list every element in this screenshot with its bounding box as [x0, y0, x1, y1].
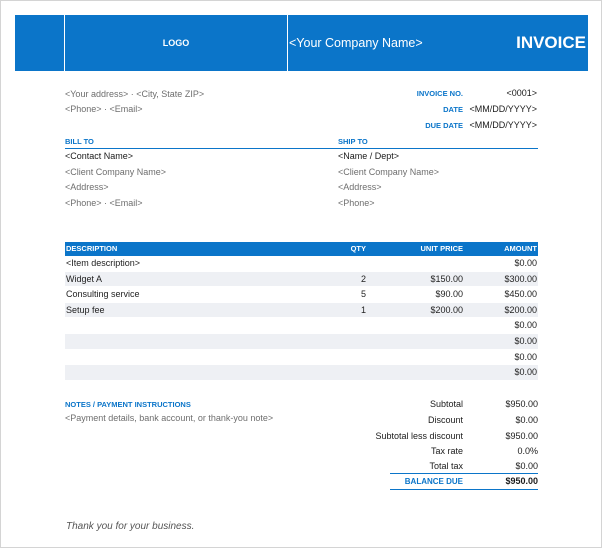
table-row — [65, 303, 538, 319]
company-name: <Your Company Name> — [289, 36, 423, 50]
header-qty: QTY — [350, 244, 366, 253]
balance-top-rule — [390, 473, 538, 474]
table-row — [65, 287, 538, 303]
discount-value: $0.00 — [515, 415, 538, 425]
header-unit-price: UNIT PRICE — [420, 244, 463, 253]
row-description: Widget A — [66, 273, 103, 284]
table-row — [65, 318, 538, 334]
notes-text: <Payment details, bank account, or thank-you note> — [65, 413, 274, 423]
row-qty: 5 — [360, 289, 366, 300]
row-qty: 1 — [360, 304, 366, 315]
invoice-title: INVOICE — [516, 33, 586, 52]
sender-address: <Your address> · <City, State ZIP> — [65, 89, 205, 99]
row-amount: $200.00 — [504, 304, 537, 315]
ship-to-phone: <Phone> — [338, 198, 375, 208]
tax-rate-label: Tax rate — [430, 446, 463, 456]
balance-due-value: $950.00 — [505, 476, 538, 486]
balance-due-label: BALANCE DUE — [404, 477, 463, 486]
row-unit-price: $150.00 — [430, 273, 463, 284]
due-date-label: DUE DATE — [425, 121, 463, 130]
bill-to-heading: BILL TO — [65, 137, 94, 146]
row-amount: $300.00 — [504, 273, 537, 284]
bill-to-address: <Address> — [65, 182, 109, 192]
table-row — [65, 272, 538, 288]
row-amount: $0.00 — [514, 351, 537, 362]
row-description: Setup fee — [66, 304, 105, 315]
row-amount: $0.00 — [514, 258, 537, 268]
table-row — [65, 350, 538, 366]
header-description: DESCRIPTION — [66, 244, 118, 253]
due-date-value: <MM/DD/YYYY> — [469, 120, 537, 130]
row-description: Consulting service — [66, 289, 140, 300]
discount-label: Discount — [427, 415, 463, 425]
date-label: DATE — [443, 105, 463, 114]
row-unit-price: $200.00 — [430, 304, 463, 315]
bill-to-contact: <Contact Name> — [65, 151, 134, 161]
subtotal-less-discount-label: Subtotal less discount — [375, 431, 463, 441]
subtotal-value: $950.00 — [505, 399, 538, 409]
ship-to-heading: SHIP TO — [338, 137, 368, 146]
invoice-number-label: INVOICE NO. — [416, 89, 463, 98]
ship-to-company: <Client Company Name> — [338, 167, 440, 177]
table-row — [65, 365, 538, 381]
invoice-header-bar — [15, 15, 588, 71]
table-row — [65, 334, 538, 350]
subtotal-label: Subtotal — [429, 399, 463, 409]
sender-contact: <Phone> · <Email> — [65, 104, 143, 114]
table-row — [65, 256, 538, 272]
row-amount: $450.00 — [504, 289, 537, 300]
bill-to-company: <Client Company Name> — [65, 167, 167, 177]
total-tax-label: Total tax — [429, 461, 463, 471]
invoice-number-value: <0001> — [506, 88, 537, 98]
row-unit-price: $90.00 — [435, 289, 463, 300]
row-qty: 2 — [360, 273, 366, 284]
ship-to-name: <Name / Dept> — [338, 151, 400, 161]
ship-to-address: <Address> — [338, 182, 382, 192]
total-tax-value: $0.00 — [515, 461, 538, 471]
row-amount: $0.00 — [514, 320, 537, 331]
header-amount: AMOUNT — [504, 244, 537, 253]
line-items-table — [65, 242, 538, 381]
bill-to-phone-email: <Phone> · <Email> — [65, 198, 143, 208]
address-divider — [65, 148, 538, 149]
subtotal-less-discount-value: $950.00 — [505, 431, 538, 441]
tax-rate-value: 0.0% — [517, 446, 538, 456]
line-items-header — [65, 242, 538, 256]
row-amount: $0.00 — [514, 335, 537, 346]
balance-bottom-rule — [390, 489, 538, 490]
thank-you-note: Thank you for your business. — [66, 521, 195, 532]
notes-heading: NOTES / PAYMENT INSTRUCTIONS — [65, 400, 191, 409]
logo-placeholder: LOGO — [64, 15, 288, 71]
row-amount: $0.00 — [514, 367, 537, 378]
row-description: <Item description> — [66, 258, 141, 268]
date-value: <MM/DD/YYYY> — [469, 104, 537, 114]
